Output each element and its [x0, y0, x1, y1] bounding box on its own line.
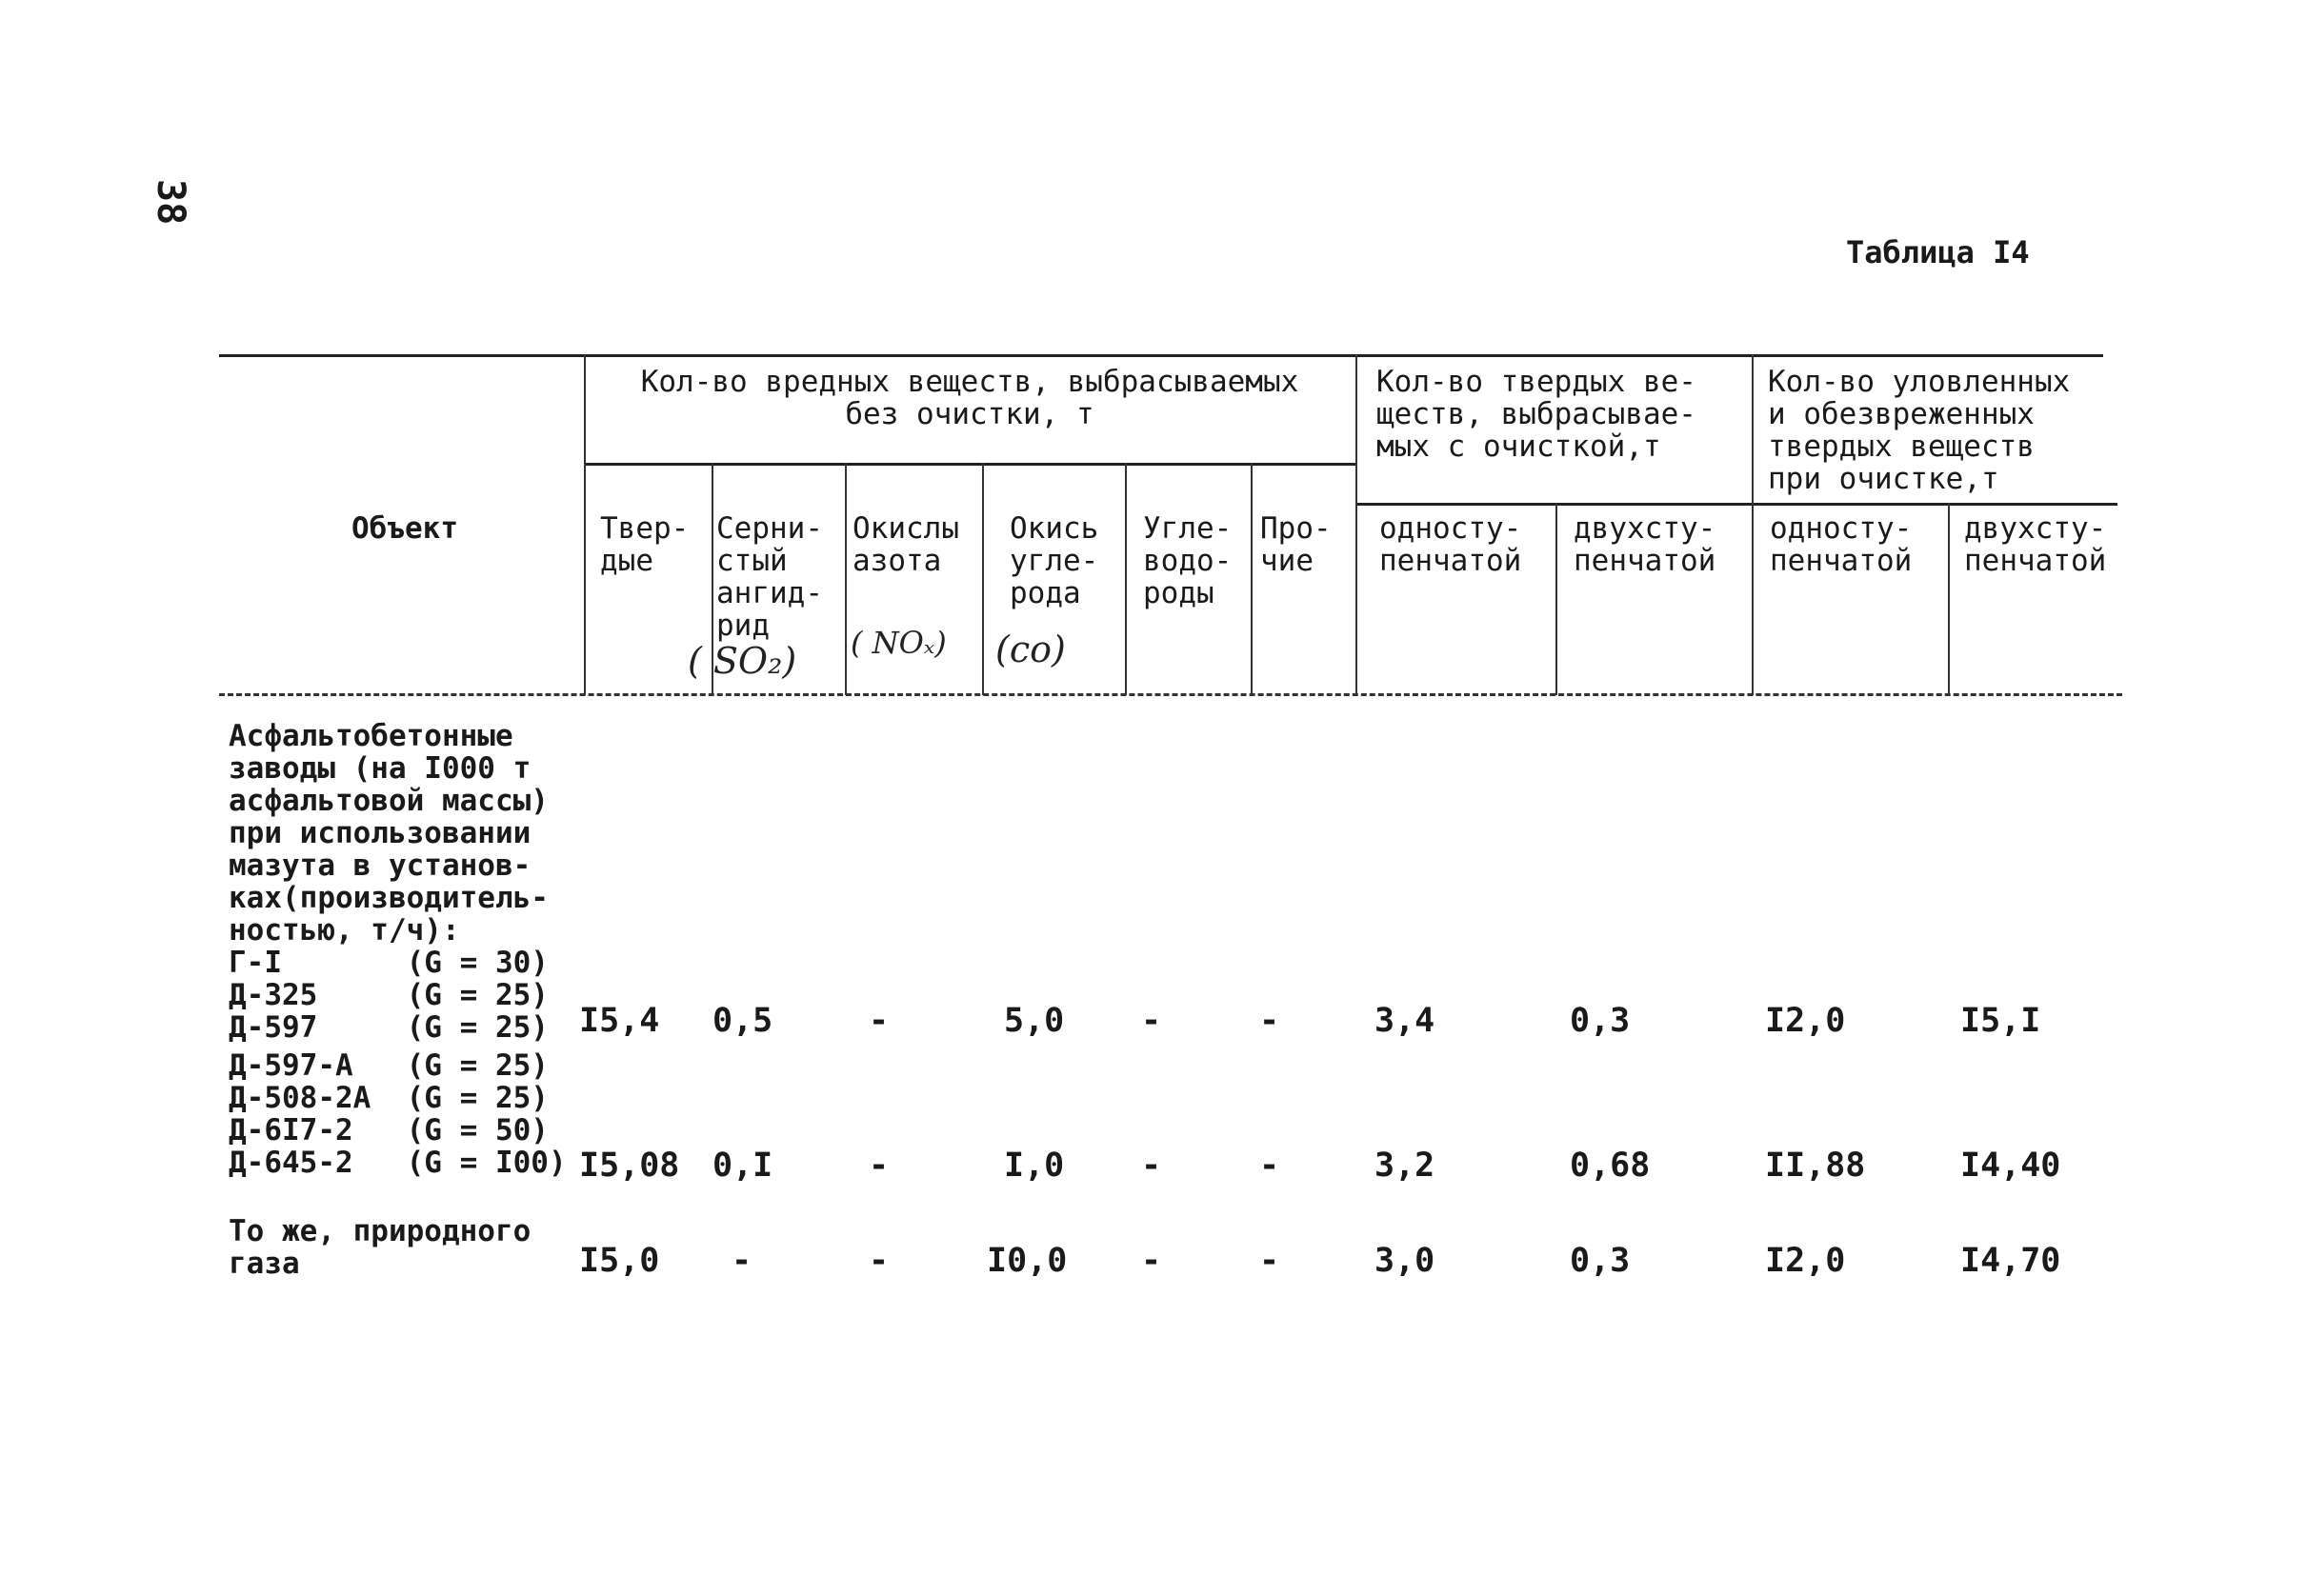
col-divider-single-stage-2	[1948, 503, 1950, 695]
cell-r1-double-stage: 0,3	[1570, 1002, 1631, 1040]
cell-r2-solid: I5,08	[579, 1147, 680, 1185]
cell-r3-single-stage: 3,0	[1374, 1242, 1435, 1280]
cell-r2-carbon: I,0	[1004, 1147, 1065, 1185]
header-group-captured: Кол-во уловленных и обезвреженных твердых веществ при очистке,т	[1768, 365, 2071, 496]
header-col-nitrogen: Окислы азота	[853, 511, 959, 578]
header-col-single-stage: односту- пенчатой	[1379, 511, 1522, 578]
group-divider-unpurified	[586, 463, 1357, 466]
cell-r3-sulfur: -	[732, 1242, 752, 1280]
cell-r3-carbon: I0,0	[987, 1242, 1068, 1280]
cell-r3-captured-double: I4,70	[1960, 1242, 2061, 1280]
header-bottom-rule	[219, 693, 2122, 696]
cell-r3-solid: I5,0	[579, 1242, 660, 1280]
cell-r1-solid: I5,4	[579, 1002, 660, 1040]
row-object-natural-gas: То же, природного газа	[229, 1214, 532, 1281]
header-col-other: Про- чие	[1260, 511, 1332, 578]
col-divider-single-stage	[1555, 503, 1557, 695]
cell-r3-double-stage: 0,3	[1570, 1242, 1631, 1280]
handwritten-nox: ( NOₓ)	[851, 625, 947, 661]
header-group-solid-purified: Кол-во твердых ве- ществ, выбрасывае- мых с очисткой,т	[1376, 365, 1696, 464]
header-col-double-stage: двухсту- пенчатой	[1574, 511, 1716, 578]
col-divider-hydrocarbons	[1251, 463, 1253, 695]
cell-r3-other: -	[1259, 1242, 1280, 1280]
handwritten-so2: ( SO₂)	[688, 640, 797, 682]
header-col-double-stage-2: двухсту- пенчатой	[1964, 511, 2107, 578]
cell-r1-nitrogen: -	[869, 1002, 890, 1040]
table-caption: Таблица I4	[1846, 234, 2030, 270]
col-divider-object	[584, 354, 586, 695]
header-col-solid: Твер- дые	[600, 511, 690, 578]
row-object-asphalt-plants-list: Д-597-А (G = 25) Д-508-2А (G = 25) Д-6I7-2 (G = 50) Д-645-2 (G = I00)	[229, 1048, 567, 1180]
cell-r2-double-stage: 0,68	[1570, 1147, 1651, 1185]
cell-r3-hydrocarbons: -	[1141, 1242, 1162, 1280]
cell-r2-other: -	[1259, 1147, 1280, 1185]
header-col-hydrocarbons: Угле- водо- роды	[1143, 511, 1233, 610]
cell-r3-nitrogen: -	[869, 1242, 890, 1280]
row-object-asphalt-fuel-oil: Асфальтобетонные заводы (на I000 т асфальтовой массы) при использовании мазута в установ- ках(производитель- ностью, т/ч): Г-I (G = 30) Д-325 (G = 25) Д-597 (G = 25)	[229, 719, 549, 1045]
cell-r2-single-stage: 3,2	[1374, 1147, 1435, 1185]
cell-r1-captured-double: I5,I	[1960, 1002, 2041, 1040]
header-col-carbon: Окись угле- рода	[1010, 511, 1099, 610]
handwritten-co: (co)	[995, 628, 1066, 670]
col-divider-group2	[1355, 354, 1357, 695]
table-top-rule	[219, 354, 2103, 357]
header-col-single-stage-2: односту- пенчатой	[1770, 511, 1913, 578]
col-divider-nitrogen	[982, 463, 984, 695]
col-divider-group3	[1752, 354, 1754, 695]
cell-r2-hydrocarbons: -	[1141, 1147, 1162, 1185]
page-number: 38	[149, 179, 192, 226]
cell-r1-captured-single: I2,0	[1765, 1002, 1846, 1040]
cell-r1-other: -	[1259, 1002, 1280, 1040]
cell-r2-captured-single: II,88	[1765, 1147, 1866, 1185]
header-group-unpurified: Кол-во вредных веществ, выбрасываемых без очистки, т	[640, 365, 1299, 431]
cell-r2-sulfur: 0,I	[712, 1147, 773, 1185]
group-divider-solids	[1357, 503, 2117, 506]
cell-r1-hydrocarbons: -	[1141, 1002, 1162, 1040]
col-divider-sulfur	[845, 463, 847, 695]
cell-r1-carbon: 5,0	[1004, 1002, 1065, 1040]
header-object: Объект	[351, 511, 458, 546]
cell-r1-single-stage: 3,4	[1374, 1002, 1435, 1040]
cell-r1-sulfur: 0,5	[712, 1002, 773, 1040]
cell-r2-captured-double: I4,40	[1960, 1147, 2061, 1185]
cell-r2-nitrogen: -	[869, 1147, 890, 1185]
header-col-sulfur: Серни- стый ангид- рид	[716, 511, 823, 643]
cell-r3-captured-single: I2,0	[1765, 1242, 1846, 1280]
col-divider-carbon	[1125, 463, 1127, 695]
